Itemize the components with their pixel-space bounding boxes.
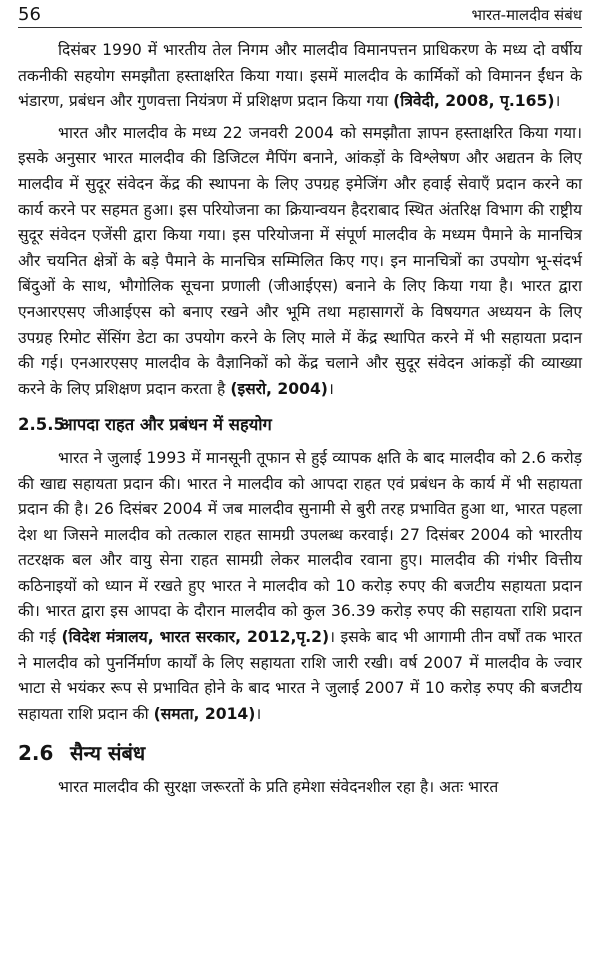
citation: (समता, 2014) — [153, 704, 256, 723]
section-heading-2-6 — [18, 741, 582, 767]
paragraph-oil-agreement: दिसंबर 1990 में भारतीय तेल निगम और मालदीव विमानपत्तन प्राधिकरण के मध्य दो वर्षीय तकनीकी सहयोग समझौता हस्ताक्षरित किया गया। इसमें मालदीव के कार्मिकों को विमानन ईंधन के भंडारण, प्रबंधन और गुणवत्ता नियंत्रण में प्रशिक्षण प्रदान किया गया (त्रिवेदी, 2008, पृ.165)। — [18, 41, 582, 111]
section-heading-2-5-5 — [18, 412, 582, 438]
page-number: 56 — [18, 4, 41, 25]
paragraph-military-relations: भारत मालदीव की सुरक्षा जरूरतों के प्रति हमेशा संवेदनशील रहा है। अतः भारत — [58, 778, 499, 797]
running-title: भारत-मालदीव संबंध — [471, 6, 582, 24]
citation: (विदेश मंत्रालय, भारत सरकार, 2012,पृ.2) — [61, 628, 330, 647]
paragraph-disaster-relief: भारत ने जुलाई 1993 में मानसूनी तूफान से हुई व्यापक क्षति के बाद मालदीव को 2.6 करोड़ की खाद्य सहायता प्रदान की। भारत ने मालदीव को आपदा राहत एवं प्रबंधन के कार्य में भी सहायता प्रदान की है। 26 दिसंबर 2004 में जब मालदीव सुनामी से बुरी तरह प्रभावित हुआ था, भारत पहला देश था जिसने मालदीव को तत्काल राहत सामग्री उपलब्ध करवाई। 27 दिसंबर 2004 को भारतीय तटरक्षक बल और वायु सेना राहत सामग्री लेकर मालदीव रवाना हुए। मालदीव की गंभीर वित्तीय कठिनाइयों को ध्यान में रखते हुए भारत ने मालदीव को 10 करोड़ रुपए की बजटीय सहायता प्रदान की। भारत द्वारा इस आपदा के दौरान मालदीव को कुल 36.39 करोड़ रुपए की सहायता राशि प्रदान की गई (विदेश मंत्रालय, भारत सरकार, 2012,पृ.2)। इसके बाद भी आगामी तीन वर्षों तक भारत ने मालदीव को पुनर्निर्माण कार्यों के लिए सहायता राशि जारी रखी। वर्ष 2007 में मालदीव के ज्वार भाटा से भयंकर रूप से प्रभावित होने के बाद भारत ने जुलाई 2007 में 10 करोड़ रुपए की बजटीय सहायता राशि प्रदान की (समता, 2014)। — [18, 448, 582, 723]
page-header — [18, 4, 582, 26]
section-title: आपदा राहत और प्रबंधन में सहयोग — [60, 415, 272, 435]
section-number: 2.5.5 — [18, 415, 65, 435]
header-rule — [18, 27, 582, 28]
section-number: 2.6 — [18, 741, 54, 766]
page-content — [18, 38, 582, 807]
citation: (इसरो, 2004) — [230, 379, 328, 398]
paragraph-mou-2004: भारत और मालदीव के मध्य 22 जनवरी 2004 को समझौता ज्ञापन हस्ताक्षरित किया गया। इसके अनुसार भारत मालदीव की डिजिटल मैपिंग बनाने, आंकड़ों के विश्लेषण और अद्यतन के लिए मालदीव में सुदूर संवेदन केंद्र की स्थापना के लिए उपग्रह इमेजिंग और हवाई सेवाएँ प्रदान करने का कार्य करने पर सहमत हुआ। इस परियोजना का क्रियान्वयन हैदराबाद स्थित अंतरिक्ष विभाग की राष्ट्रीय सुदूर संवेदन एजेंसी द्वारा किया गया। इस परियोजना में संपूर्ण मालदीव के मध्यम पैमाने के मानचित्र और चयनित क्षेत्रों के बड़े पैमाने के मानचित्र सम्मिलित किए गए। इन मानचित्रों का उपयोग भू-संदर्भ बिंदुओं के साथ, भौगोलिक सूचना प्रणाली (जीआईएस) बनाने के लिए किया गया है। भारत द्वारा एनआरएसए जीआईएस को बनाए रखने और भूमि तथा महासागरों के विषयगत अध्ययन के लिए उपग्रह रिमोट सेंसिंग डेटा का उपयोग करने के लिए माले में केंद्र स्थापित करने में भी सहायता प्रदान की गई। एनआरएसए मालदीव के वैज्ञानिकों को केंद्र चलाने और सुदूर संवेदन आंकड़ों की व्याख्या करने के लिए प्रशिक्षण प्रदान करता है (इसरो, 2004)। — [18, 123, 582, 398]
section-title: सैन्य संबंध — [70, 741, 146, 766]
citation: (त्रिवेदी, 2008, पृ.165) — [393, 92, 555, 111]
